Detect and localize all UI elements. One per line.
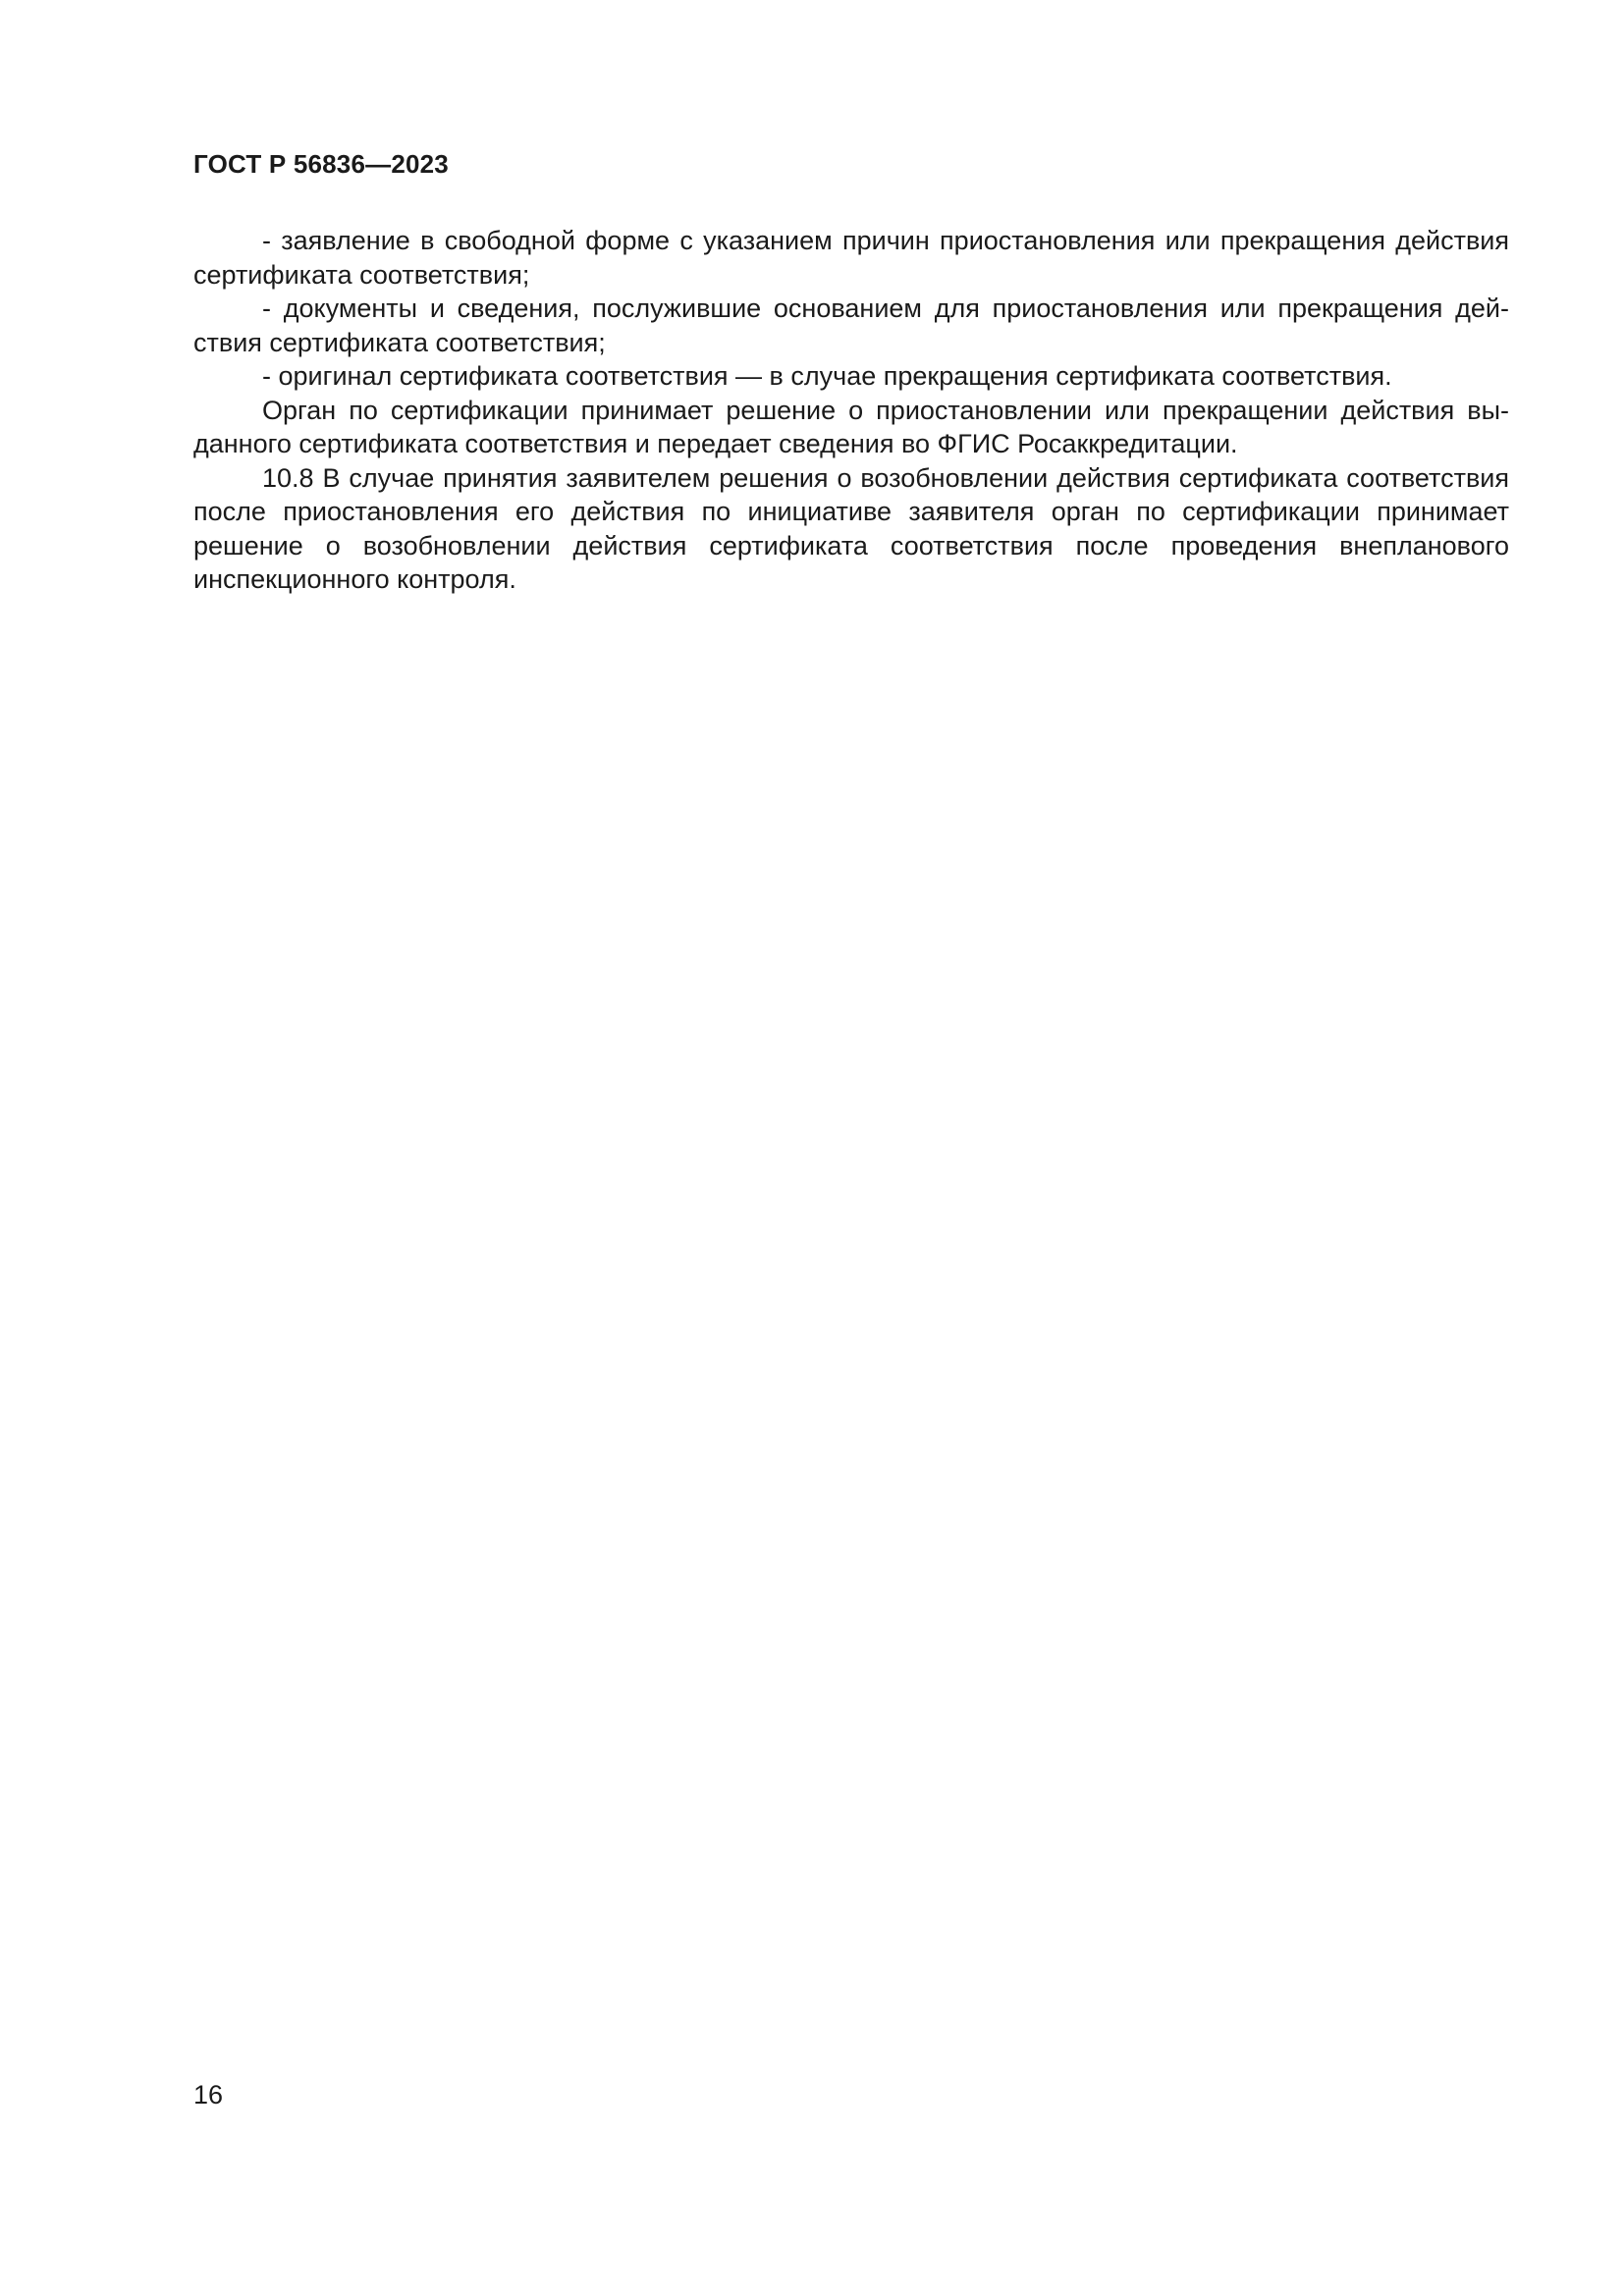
list-item-documents: - документы и сведения, послужившие основанием для приостановления или прекращения действия сертификата соответствия; (193, 294, 1509, 357)
page-number: 16 (193, 2080, 224, 2109)
list-item-statement: - заявление в свободной форме с указанием причин приостановления или прекращения действия сертификата соответствия; (193, 226, 1509, 290)
paragraph-section-10-8: 10.8 В случае принятия заявителем решения о возобновлении действия сертификата соответствия после приостановления его действия по инициативе заявителя орган по сертификации принимает решение о возобновлении действия сертификата соответствия после проведения внепланового инспекционного контроля. (193, 462, 1509, 594)
document-body (193, 224, 1509, 597)
document-header: ГОСТ Р 56836—2023 (193, 149, 449, 179)
list-item-original-certificate: - оригинал сертификата соответствия — в случае прекращения сертификата соответствия. (262, 361, 1392, 391)
paragraph-certification-body-decision: Орган по сертификации принимает решение о приостановлении или прекращении действия выданного сертификата соответствия и передает сведения во ФГИС Росаккредитации. (193, 395, 1509, 458)
